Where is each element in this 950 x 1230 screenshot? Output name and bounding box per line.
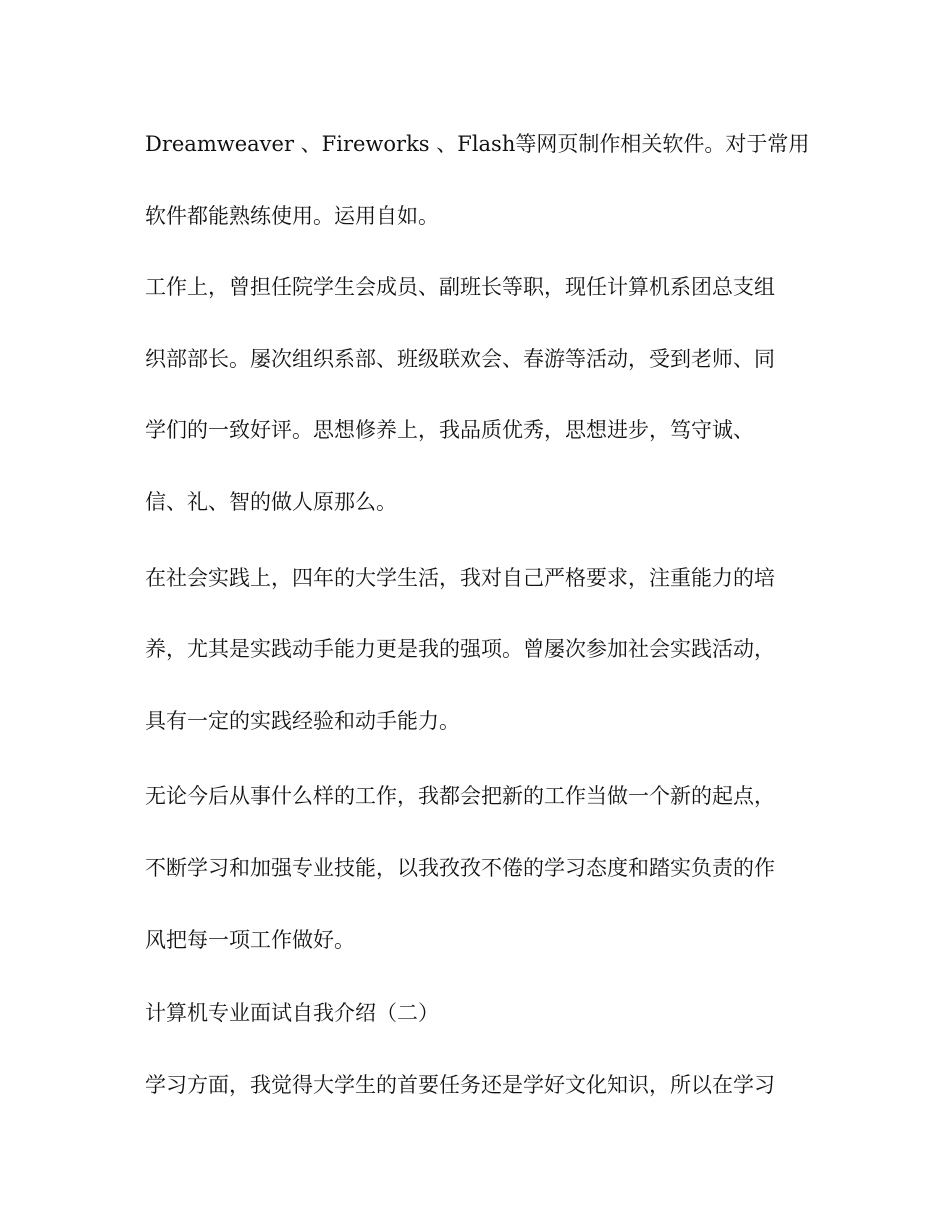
- text-line: 无论今后从事什么样的工作，我都会把新的工作当做一个新的起点，: [145, 784, 775, 808]
- section-heading: 计算机专业面试自我介绍（二）: [145, 1001, 439, 1025]
- text-line: 织部部长。屡次组织系部、班级联欢会、春游等活动，受到老师、同: [145, 347, 775, 371]
- text-line: 工作上，曾担任院学生会成员、副班长等职，现任计算机系团总支组: [145, 275, 775, 299]
- text-line: Dreamweaver 、Fireworks 、Flash等网页制作相关软件。对于常用: [145, 132, 810, 156]
- text-line: 软件都能熟练使用。运用自如。: [145, 204, 439, 228]
- text-line: 学习方面，我觉得大学生的首要任务还是学好文化知识，所以在学习: [145, 1073, 775, 1097]
- text-line: 在社会实践上，四年的大学生活，我对自己严格要求，注重能力的培: [145, 566, 775, 590]
- text-line: 养，尤其是实践动手能力更是我的强项。曾屡次参加社会实践活动，: [145, 637, 775, 661]
- text-line: 信、礼、智的做人原那么。: [145, 490, 397, 514]
- text-line: 不断学习和加强专业技能，以我孜孜不倦的学习态度和踏实负责的作: [145, 856, 775, 880]
- text-line: 风把每一项工作做好。: [145, 928, 355, 952]
- text-line: 具有一定的实践经验和动手能力。: [145, 709, 460, 733]
- text-line: 学们的一致好评。思想修养上，我品质优秀，思想进步，笃守诚、: [145, 418, 754, 442]
